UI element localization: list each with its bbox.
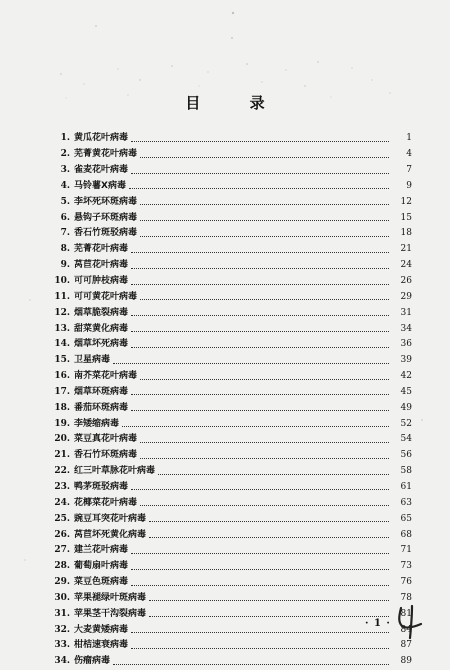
toc-entry xyxy=(40,385,412,401)
toc-dot-leader xyxy=(140,231,389,237)
toc-entry xyxy=(40,543,412,559)
toc-entry-number: 19. xyxy=(54,418,70,429)
toc-entry-number: 3. xyxy=(60,165,70,176)
toc-entry-page: 31 xyxy=(400,307,412,318)
toc-entry xyxy=(40,337,412,353)
page-title: 目 录 xyxy=(185,94,287,112)
toc-entry-number: 14. xyxy=(54,339,70,350)
toc-dot-leader xyxy=(158,469,389,475)
toc-entry xyxy=(40,622,412,638)
toc-entry-number: 31. xyxy=(54,608,70,619)
toc-dot-leader xyxy=(131,263,389,269)
toc-entry xyxy=(40,147,412,163)
handwritten-number-mark xyxy=(395,604,425,640)
toc-entry-page: 39 xyxy=(400,355,412,366)
toc-entry-page: 78 xyxy=(400,592,412,603)
toc-entry-number: 7. xyxy=(60,228,70,239)
toc-entry-page: 45 xyxy=(400,386,412,397)
toc-entry xyxy=(40,606,412,622)
toc-entry-number: 12. xyxy=(54,307,70,318)
toc-entry-number: 15. xyxy=(54,355,70,366)
toc-entry-page: 36 xyxy=(400,339,412,350)
toc-entry-number: 10. xyxy=(54,276,70,287)
toc-entry-page: 18 xyxy=(400,228,412,239)
toc-entry-title: 大麦黄矮病毒 xyxy=(74,624,129,635)
toc-dot-leader xyxy=(131,136,389,142)
toc-entry-page: 73 xyxy=(400,561,412,572)
toc-entry-number: 28. xyxy=(54,561,70,572)
toc-entry-title: 番茄环斑病毒 xyxy=(74,402,129,413)
toc-entry-title: 悬钩子环斑病毒 xyxy=(74,212,138,223)
toc-entry-number: 27. xyxy=(54,545,70,556)
toc-dot-leader xyxy=(140,374,389,380)
toc-entry xyxy=(40,527,412,543)
toc-entry xyxy=(40,274,412,290)
toc-entry-number: 13. xyxy=(54,323,70,334)
toc-entry xyxy=(40,590,412,606)
toc-entry-number: 30. xyxy=(54,592,70,603)
toc-entry-page: 4 xyxy=(406,149,412,160)
toc-entry xyxy=(40,400,412,416)
toc-entry-page: 56 xyxy=(400,450,412,461)
toc-dot-leader xyxy=(131,310,389,316)
toc-entry xyxy=(40,179,412,195)
toc-entry xyxy=(40,654,412,670)
toc-entry-number: 11. xyxy=(54,291,70,302)
toc-entry-number: 34. xyxy=(54,656,70,667)
toc-entry-page: 29 xyxy=(400,291,412,302)
toc-entry-title: 可可黄花叶病毒 xyxy=(74,291,138,302)
toc-dot-leader xyxy=(131,168,389,174)
toc-entry-number: 21. xyxy=(54,450,70,461)
page-number: · 1 · xyxy=(365,618,391,629)
toc-dot-leader xyxy=(149,611,389,617)
toc-entry-number: 5. xyxy=(60,196,70,207)
toc-dot-leader xyxy=(113,358,389,364)
toc-entry-page: 49 xyxy=(400,402,412,413)
toc-entry xyxy=(40,416,412,432)
toc-dot-leader xyxy=(122,421,389,427)
toc-entry-page: 54 xyxy=(400,434,412,445)
toc-entry-title: 李坏死环斑病毒 xyxy=(74,196,138,207)
toc-entry xyxy=(40,210,412,226)
toc-dot-leader xyxy=(140,215,389,221)
toc-entry-page: 89 xyxy=(400,656,412,667)
toc-entry-page: 21 xyxy=(400,244,412,255)
toc-entry xyxy=(40,495,412,511)
toc-entry-page: 15 xyxy=(400,212,412,223)
toc-entry xyxy=(40,369,412,385)
toc-entry-page: 81 xyxy=(400,608,412,619)
toc-entry-number: 16. xyxy=(54,371,70,382)
toc-entry xyxy=(40,321,412,337)
toc-entry-page: 87 xyxy=(400,640,412,651)
toc-entry-title: 苹果茎干沟裂病毒 xyxy=(74,608,147,619)
toc-entry-page: 71 xyxy=(400,545,412,556)
toc-entry-number: 18. xyxy=(54,402,70,413)
toc-entry-number: 29. xyxy=(54,577,70,588)
toc-entry-number: 23. xyxy=(54,481,70,492)
toc-dot-leader xyxy=(140,437,389,443)
toc-dot-leader xyxy=(131,279,389,285)
toc-entry-page: 12 xyxy=(400,196,412,207)
toc-entry-title: 马铃薯X病毒 xyxy=(74,180,126,191)
toc-entry-title: 莴苣坏死黄化病毒 xyxy=(74,529,147,540)
toc-entry xyxy=(40,289,412,305)
toc-entry-title: 卫星病毒 xyxy=(74,355,111,366)
toc-entry-page: 58 xyxy=(400,466,412,477)
toc-entry xyxy=(40,131,412,147)
toc-entry xyxy=(40,480,412,496)
toc-dot-leader xyxy=(140,152,389,158)
toc-entry-title: 柑桔速衰病毒 xyxy=(74,640,129,651)
toc-entry-number: 1. xyxy=(60,133,70,144)
toc-entry-page: 61 xyxy=(400,481,412,492)
toc-entry-page: 26 xyxy=(400,276,412,287)
toc-entry-number: 26. xyxy=(54,529,70,540)
toc-entry-title: 菜豆色斑病毒 xyxy=(74,577,129,588)
toc-entry-title: 豌豆耳突花叶病毒 xyxy=(74,513,147,524)
toc-entry-title: 菜豆真花叶病毒 xyxy=(74,434,138,445)
toc-entry-number: 8. xyxy=(60,244,70,255)
toc-dot-leader xyxy=(131,405,389,411)
toc-entry xyxy=(40,258,412,274)
toc-entry-title: 香石竹环斑病毒 xyxy=(74,450,138,461)
toc-entry-title: 芜菁黄花叶病毒 xyxy=(74,149,138,160)
toc-dot-leader xyxy=(131,564,389,570)
toc-entry xyxy=(40,242,412,258)
toc-dot-leader xyxy=(131,342,389,348)
toc-dot-leader xyxy=(140,453,389,459)
toc-dot-leader xyxy=(149,595,389,601)
toc-entry-page: 34 xyxy=(400,323,412,334)
toc-entry xyxy=(40,638,412,654)
toc-entry xyxy=(40,163,412,179)
toc-entry-number: 20. xyxy=(54,434,70,445)
toc-entry-title: 葡萄扇叶病毒 xyxy=(74,561,129,572)
toc-entry xyxy=(40,194,412,210)
toc-entry xyxy=(40,575,412,591)
toc-entry-title: 香石竹斑驳病毒 xyxy=(74,228,138,239)
toc-entry-title: 南芥菜花叶病毒 xyxy=(74,371,138,382)
toc-entry-page: 65 xyxy=(400,513,412,524)
toc-dot-leader xyxy=(149,532,389,538)
toc-entry-title: 雀麦花叶病毒 xyxy=(74,165,129,176)
toc-entry xyxy=(40,559,412,575)
toc-entry-page: 1 xyxy=(406,133,412,144)
toc-entry-title: 烟草坏死病毒 xyxy=(74,339,129,350)
toc-entry-number: 17. xyxy=(54,386,70,397)
toc-dot-leader xyxy=(149,516,389,522)
toc-dot-leader xyxy=(140,199,389,205)
toc-dot-leader xyxy=(129,183,389,189)
toc-entry-number: 22. xyxy=(54,466,70,477)
toc-dot-leader xyxy=(131,389,389,395)
toc-entry xyxy=(40,448,412,464)
toc-entry-title: 甜菜黄化病毒 xyxy=(74,323,129,334)
toc-entry-number: 24. xyxy=(54,497,70,508)
toc-entry-title: 苹果褪绿叶斑病毒 xyxy=(74,592,147,603)
toc-entry-title: 可可肿枝病毒 xyxy=(74,276,129,287)
toc-entry-title: 莴苣花叶病毒 xyxy=(74,260,129,271)
toc-entry-title: 李矮缩病毒 xyxy=(74,418,120,429)
toc-dot-leader xyxy=(131,326,389,332)
toc-entry-page: 63 xyxy=(400,497,412,508)
toc-entry-number: 32. xyxy=(54,624,70,635)
toc-entry-page: 68 xyxy=(400,529,412,540)
table-of-contents xyxy=(40,131,412,670)
toc-dot-leader xyxy=(113,659,389,665)
toc-entry-number: 25. xyxy=(54,513,70,524)
toc-entry-page: 76 xyxy=(400,577,412,588)
toc-dot-leader xyxy=(140,294,389,300)
toc-entry-page: 84 xyxy=(400,624,412,635)
toc-dot-leader xyxy=(131,247,389,253)
toc-entry-title: 花椰菜花叶病毒 xyxy=(74,497,138,508)
toc-entry-title: 黄瓜花叶病毒 xyxy=(74,133,129,144)
toc-entry-page: 42 xyxy=(400,371,412,382)
toc-entry-number: 9. xyxy=(60,260,70,271)
toc-entry-page: 52 xyxy=(400,418,412,429)
toc-entry xyxy=(40,226,412,242)
toc-entry-title: 芜菁花叶病毒 xyxy=(74,244,129,255)
toc-entry xyxy=(40,464,412,480)
toc-entry-number: 6. xyxy=(60,212,70,223)
toc-entry-page: 24 xyxy=(400,260,412,271)
toc-dot-leader xyxy=(131,484,389,490)
toc-entry-title: 伤瘤病毒 xyxy=(74,656,111,667)
toc-entry-title: 烟草脆裂病毒 xyxy=(74,307,129,318)
toc-dot-leader xyxy=(140,500,389,506)
toc-entry xyxy=(40,511,412,527)
toc-entry-title: 烟草环斑病毒 xyxy=(74,386,129,397)
toc-entry-title: 红三叶草脉花叶病毒 xyxy=(74,466,156,477)
toc-entry xyxy=(40,305,412,321)
toc-dot-leader xyxy=(131,643,389,649)
toc-dot-leader xyxy=(131,548,389,554)
toc-entry-number: 2. xyxy=(60,149,70,160)
toc-entry-page: 7 xyxy=(406,165,412,176)
toc-entry-title: 鸭茅斑驳病毒 xyxy=(74,481,129,492)
toc-entry xyxy=(40,432,412,448)
toc-entry-title: 建兰花叶病毒 xyxy=(74,545,129,556)
toc-entry-page: 9 xyxy=(406,180,412,191)
toc-entry-number: 4. xyxy=(60,180,70,191)
toc-entry-number: 33. xyxy=(54,640,70,651)
toc-dot-leader xyxy=(131,580,389,586)
toc-entry xyxy=(40,353,412,369)
toc-dot-leader xyxy=(131,627,389,633)
